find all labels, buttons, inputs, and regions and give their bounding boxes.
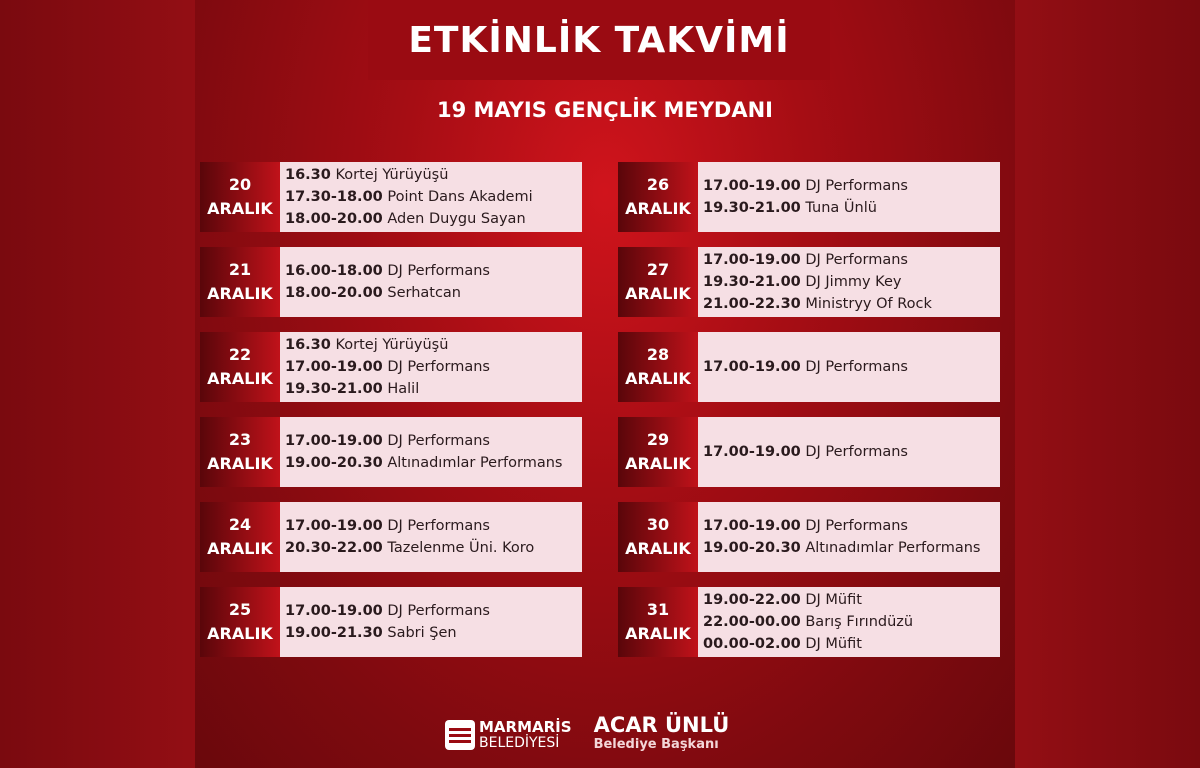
event-name: Serhatcan	[387, 285, 461, 301]
event-time: 18.00-20.00	[285, 285, 383, 301]
event-time: 19.00-20.30	[703, 540, 801, 556]
schedule-row	[200, 247, 1000, 317]
event-name: DJ Performans	[387, 263, 490, 279]
event-list	[698, 417, 1000, 487]
event-name: Sabri Şen	[387, 625, 457, 641]
event-time: 17.00-19.00	[285, 359, 383, 375]
event-name: DJ Performans	[805, 359, 908, 375]
date-day: 29	[646, 430, 670, 449]
day-card	[200, 417, 582, 487]
date-month: ARALIK	[625, 199, 691, 218]
event-item	[285, 186, 582, 208]
event-time: 17.30-18.00	[285, 189, 383, 205]
date-block	[200, 247, 280, 317]
event-item	[703, 537, 1000, 559]
event-name: Barış Fırındüzü	[805, 614, 914, 630]
event-name: Point Dans Akademi	[387, 189, 533, 205]
event-time: 19.30-21.00	[703, 200, 801, 216]
event-name: Kortej Yürüyüşü	[335, 337, 449, 353]
date-month: ARALIK	[207, 199, 273, 218]
event-list	[280, 162, 582, 232]
event-time: 00.00-02.00	[703, 636, 801, 652]
day-card	[618, 332, 1000, 402]
event-item	[703, 611, 1000, 633]
event-item	[285, 622, 582, 644]
event-time: 16.30	[285, 337, 331, 353]
event-list	[698, 587, 1000, 657]
event-list	[698, 332, 1000, 402]
event-name: Tuna Ünlü	[805, 200, 877, 216]
day-card	[200, 332, 582, 402]
event-list	[698, 162, 1000, 232]
date-block	[618, 502, 698, 572]
event-list	[280, 502, 582, 572]
event-time: 17.00-19.00	[285, 433, 383, 449]
date-month: ARALIK	[625, 284, 691, 303]
date-day: 23	[228, 430, 252, 449]
date-month: ARALIK	[625, 624, 691, 643]
day-card	[618, 417, 1000, 487]
date-day: 24	[228, 515, 252, 534]
event-time: 22.00-00.00	[703, 614, 801, 630]
event-time: 18.00-20.00	[285, 211, 383, 227]
event-time: 17.00-19.00	[703, 252, 801, 268]
date-day: 25	[228, 600, 252, 619]
event-name: DJ Müfit	[805, 636, 862, 652]
event-time: 17.00-19.00	[703, 444, 801, 460]
mayor-name: ACAR ÜNLÜ	[593, 712, 730, 737]
event-time: 17.00-19.00	[703, 178, 801, 194]
event-time: 16.30	[285, 167, 331, 183]
title-banner	[368, 0, 830, 80]
background-left	[0, 0, 195, 768]
day-card	[618, 587, 1000, 657]
date-block	[200, 502, 280, 572]
logo-mark-icon	[445, 720, 475, 750]
schedule-row	[200, 417, 1000, 487]
day-card	[200, 162, 582, 232]
venue-subtitle: 19 MAYIS GENÇLİK MEYDANI	[437, 98, 773, 122]
day-card	[200, 587, 582, 657]
event-item	[703, 589, 1000, 611]
date-block	[618, 247, 698, 317]
event-time: 17.00-19.00	[285, 603, 383, 619]
event-item	[285, 208, 582, 230]
logo-sub-text: BELEDİYESİ	[479, 734, 560, 751]
event-list	[280, 332, 582, 402]
event-item	[703, 197, 1000, 219]
day-card	[200, 247, 582, 317]
event-time: 19.00-20.30	[285, 455, 383, 471]
event-time: 19.30-21.00	[703, 274, 801, 290]
day-card	[200, 502, 582, 572]
event-item	[703, 249, 1000, 271]
event-item	[285, 378, 582, 400]
event-time: 16.00-18.00	[285, 263, 383, 279]
event-name: DJ Performans	[805, 518, 908, 534]
event-list	[280, 247, 582, 317]
date-block	[618, 162, 698, 232]
date-day: 31	[646, 600, 670, 619]
event-name: Halil	[387, 381, 420, 397]
schedule-row	[200, 162, 1000, 232]
event-name: Aden Duygu Sayan	[387, 211, 526, 227]
date-month: ARALIK	[207, 624, 273, 643]
background-right	[1015, 0, 1200, 768]
event-item	[703, 175, 1000, 197]
event-name: DJ Jimmy Key	[805, 274, 902, 290]
event-item	[285, 430, 582, 452]
schedule-grid	[200, 162, 1000, 672]
event-name: DJ Performans	[805, 178, 908, 194]
event-item	[285, 164, 582, 186]
page-title: ETKİNLİK TAKVİMİ	[408, 19, 790, 61]
event-name: DJ Performans	[387, 518, 490, 534]
event-list	[280, 417, 582, 487]
event-name: DJ Müfit	[805, 592, 862, 608]
schedule-row	[200, 502, 1000, 572]
event-item	[285, 356, 582, 378]
event-name: DJ Performans	[805, 444, 908, 460]
event-item	[703, 293, 1000, 315]
mayor-role: Belediye Başkanı	[593, 736, 719, 752]
date-month: ARALIK	[207, 454, 273, 473]
date-block	[200, 162, 280, 232]
date-month: ARALIK	[625, 369, 691, 388]
date-block	[200, 417, 280, 487]
event-time: 19.00-22.00	[703, 592, 801, 608]
date-day: 20	[228, 175, 252, 194]
event-time: 19.00-21.30	[285, 625, 383, 641]
logo-main-text: MARMARİS	[479, 717, 572, 736]
event-name: Kortej Yürüyüşü	[335, 167, 449, 183]
event-time: 20.30-22.00	[285, 540, 383, 556]
event-item	[703, 633, 1000, 655]
mayor-signature	[593, 712, 730, 755]
event-time: 17.00-19.00	[703, 359, 801, 375]
date-block	[618, 332, 698, 402]
event-time: 17.00-19.00	[703, 518, 801, 534]
event-time: 19.30-21.00	[285, 381, 383, 397]
footer	[445, 712, 785, 757]
event-time: 21.00-22.30	[703, 296, 801, 312]
event-name: Ministryy Of Rock	[805, 296, 932, 312]
date-block	[200, 332, 280, 402]
event-item	[703, 441, 1000, 463]
date-day: 22	[228, 345, 252, 364]
date-month: ARALIK	[207, 284, 273, 303]
event-name: DJ Performans	[805, 252, 908, 268]
event-item	[285, 600, 582, 622]
event-name: Altınadımlar Performans	[387, 455, 563, 471]
event-list	[280, 587, 582, 657]
day-card	[618, 502, 1000, 572]
event-name: Altınadımlar Performans	[805, 540, 981, 556]
event-item	[285, 452, 582, 474]
date-month: ARALIK	[625, 539, 691, 558]
date-block	[618, 417, 698, 487]
date-day: 30	[646, 515, 670, 534]
municipality-logo	[445, 719, 572, 751]
day-card	[618, 162, 1000, 232]
event-name: DJ Performans	[387, 603, 490, 619]
event-item	[285, 515, 582, 537]
event-item	[703, 515, 1000, 537]
date-month: ARALIK	[207, 539, 273, 558]
date-month: ARALIK	[625, 454, 691, 473]
date-block	[200, 587, 280, 657]
event-name: DJ Performans	[387, 433, 490, 449]
event-item	[285, 260, 582, 282]
schedule-row	[200, 587, 1000, 657]
event-item	[703, 356, 1000, 378]
event-item	[285, 537, 582, 559]
event-poster	[195, 0, 1015, 768]
date-month: ARALIK	[207, 369, 273, 388]
schedule-row	[200, 332, 1000, 402]
event-time: 17.00-19.00	[285, 518, 383, 534]
event-item	[285, 282, 582, 304]
date-day: 21	[228, 260, 252, 279]
date-day: 28	[646, 345, 670, 364]
event-item	[285, 334, 582, 356]
date-block	[618, 587, 698, 657]
event-item	[703, 271, 1000, 293]
day-card	[618, 247, 1000, 317]
event-name: DJ Performans	[387, 359, 490, 375]
date-day: 27	[646, 260, 670, 279]
date-day: 26	[646, 175, 670, 194]
event-name: Tazelenme Üni. Koro	[387, 540, 535, 556]
event-list	[698, 247, 1000, 317]
event-list	[698, 502, 1000, 572]
